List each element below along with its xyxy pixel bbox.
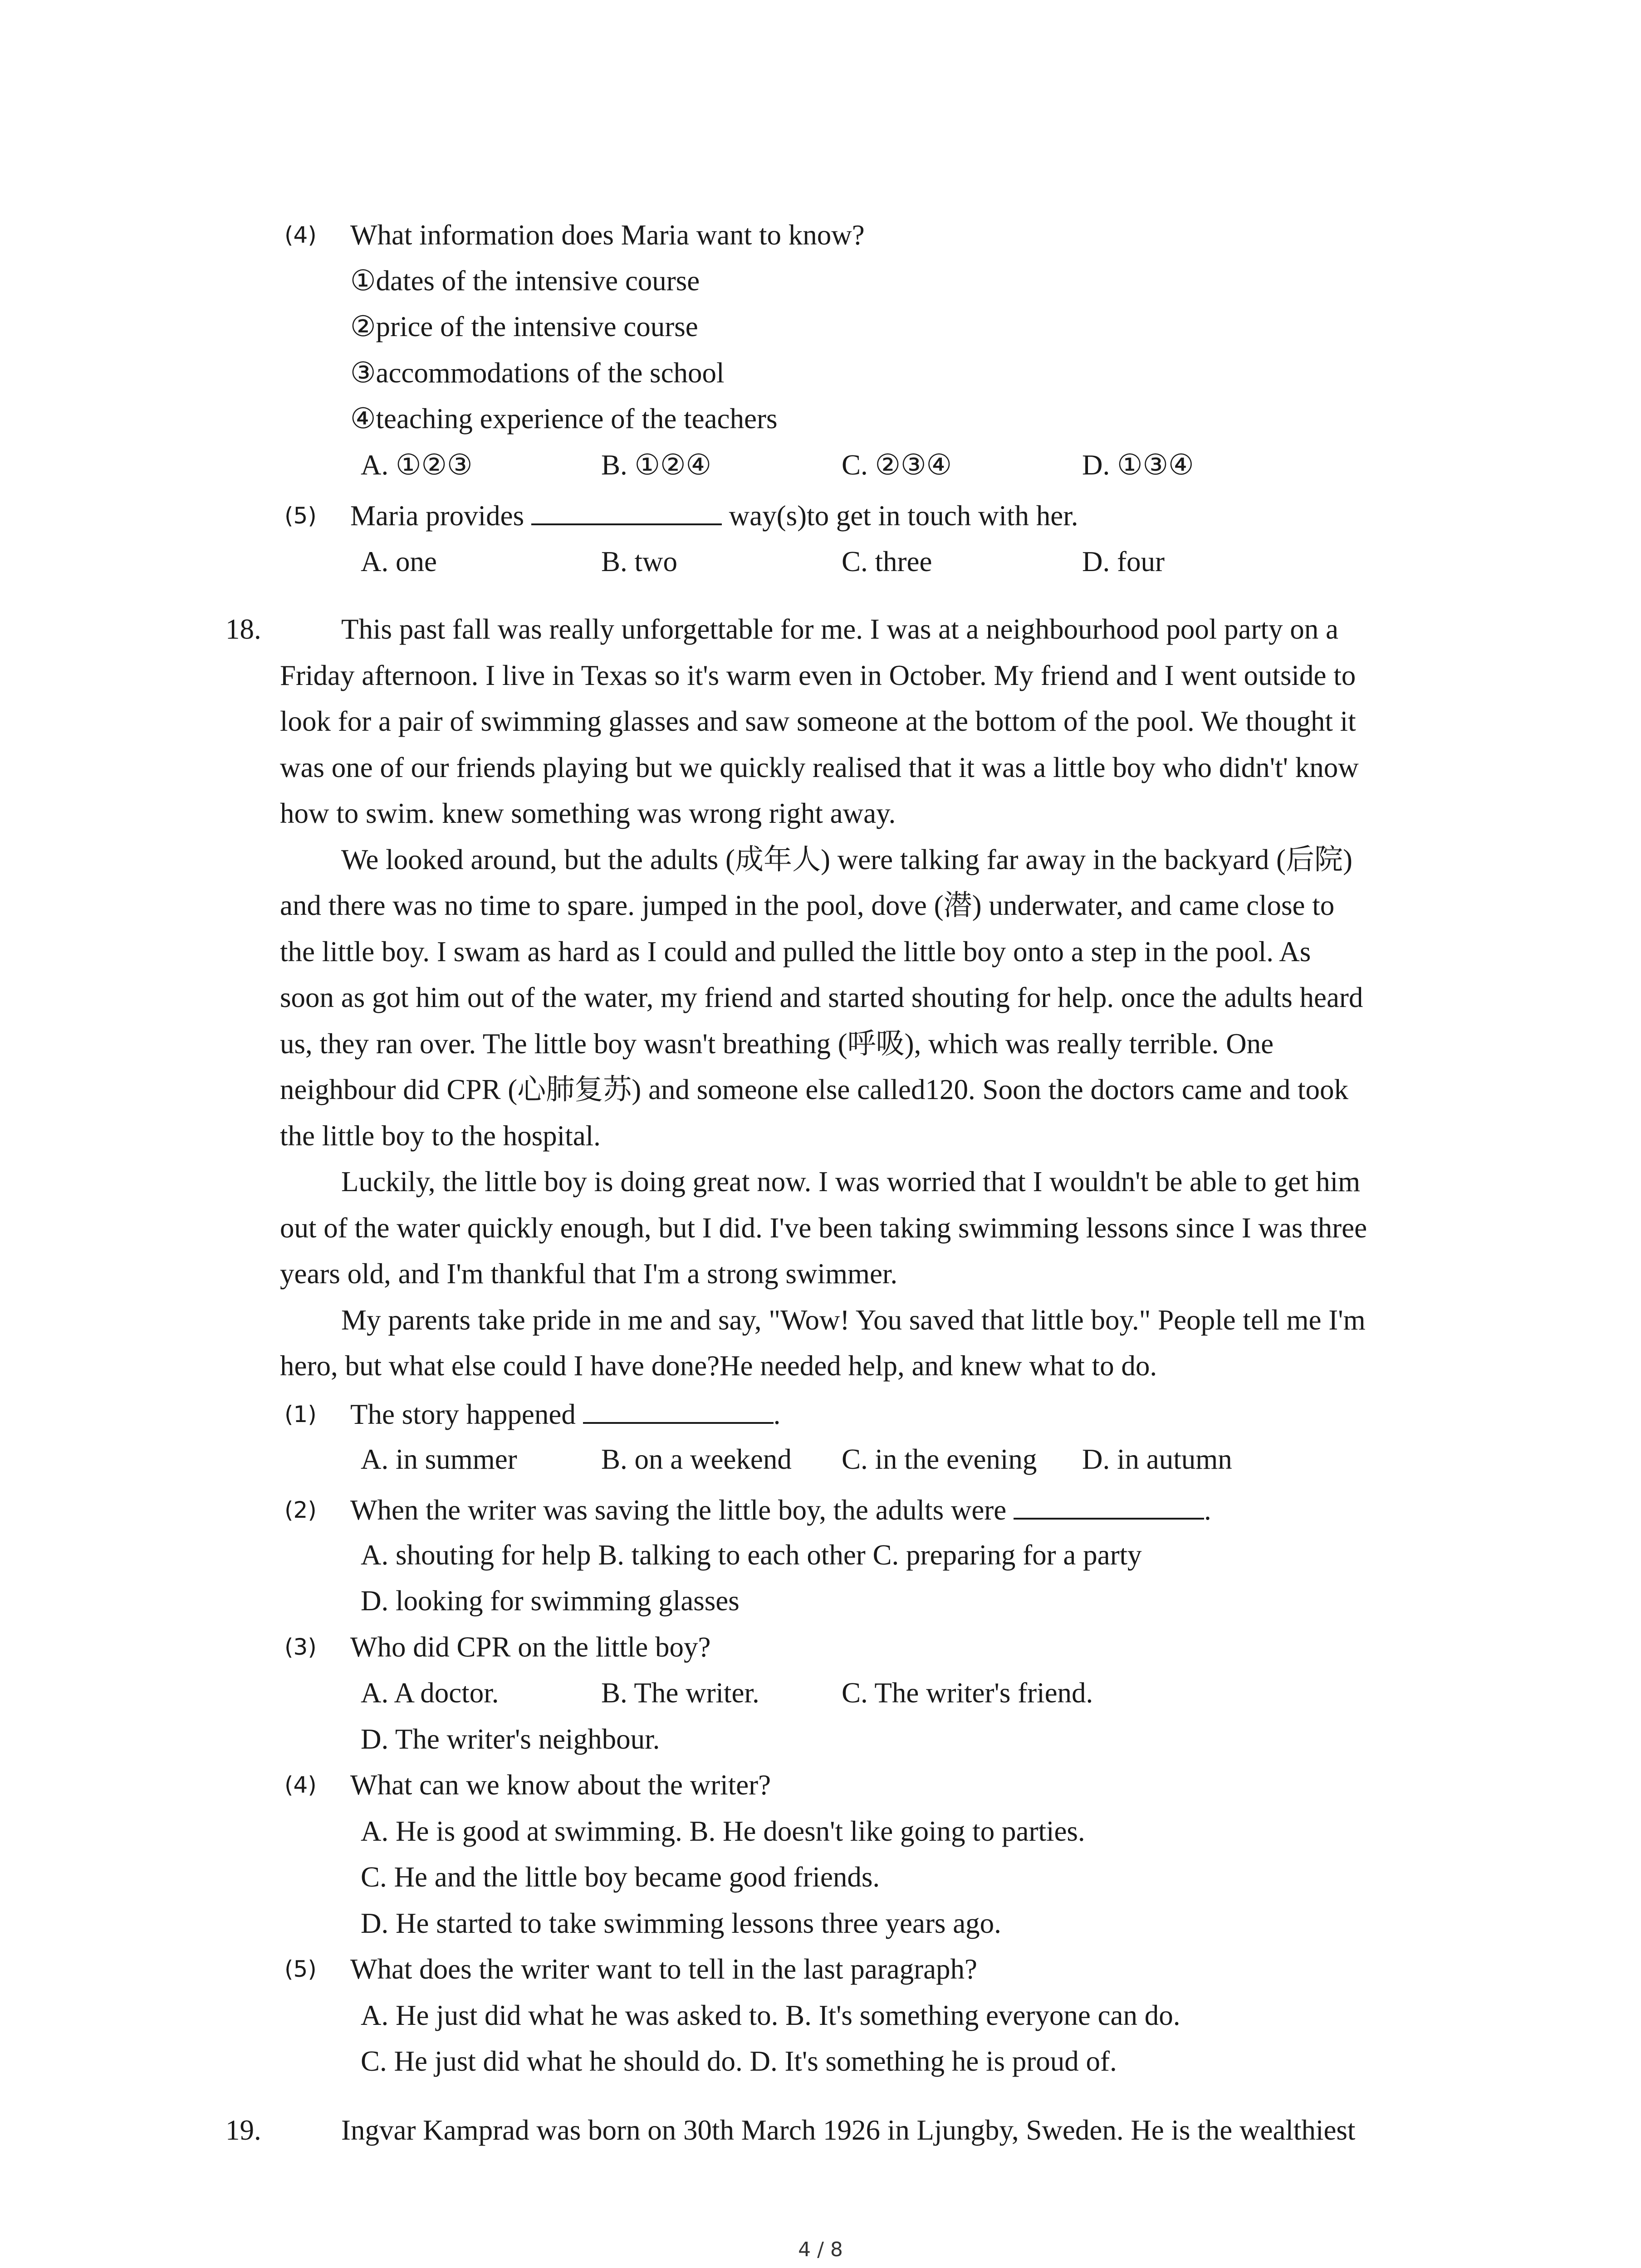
answer-blank: [1014, 1492, 1204, 1520]
stem-text: Maria provides: [350, 500, 524, 532]
option-line: D. looking for swimming glasses: [361, 1585, 740, 1617]
option-d: D. The writer's neighbour.: [361, 1723, 660, 1755]
passage-line: hero, but what else could I have done?He needed help, and knew what to do.: [280, 1350, 1157, 1382]
item-line: ④teaching experience of the teachers: [350, 403, 778, 435]
answer-blank: [583, 1397, 774, 1424]
stem-text: When the writer was saving the little boy, the adults were: [350, 1494, 1007, 1526]
passage-line: the little boy. I swam as hard as I could and pulled the little boy onto a step in the pool. As: [280, 936, 1311, 968]
page-number: 4 / 8: [798, 2238, 843, 2261]
option-a: A. A doctor.: [361, 1677, 499, 1709]
question-number: (5): [284, 1956, 317, 1982]
item-line: ①dates of the intensive course: [350, 265, 700, 297]
question-stem: [350, 498, 1078, 534]
question-stem: Who did CPR on the little boy?: [350, 1631, 711, 1663]
option-b: B. ①②④: [601, 449, 711, 481]
option-line: A. He just did what he was asked to. B. It's something everyone can do.: [361, 1999, 1181, 2031]
stem-text: way(s)to get in touch with her.: [729, 500, 1078, 532]
passage-line: out of the water quickly enough, but I did. I've been taking swimming lessons since I was three: [280, 1212, 1367, 1244]
option-d: D. four: [1082, 546, 1165, 577]
option-b: B. The writer.: [601, 1677, 759, 1709]
question-stem: What can we know about the writer?: [350, 1769, 771, 1801]
option-c: C. in the evening: [842, 1443, 1037, 1475]
item-line: ③accommodations of the school: [350, 357, 725, 389]
question-19-number: 19.: [225, 2114, 261, 2146]
passage-line: and there was no time to spare. jumped in the pool, dove (潜) underwater, and came close to: [280, 890, 1335, 921]
question-number: (4): [284, 1772, 317, 1798]
passage-line: This past fall was really unforgettable for me. I was at a neighbourhood pool party on a: [341, 613, 1338, 645]
option-c: C. three: [842, 546, 932, 577]
option-d: D. in autumn: [1082, 1443, 1232, 1475]
question-number: (5): [284, 503, 317, 529]
option-a: A. in summer: [361, 1443, 517, 1475]
question-number: (3): [284, 1634, 317, 1660]
passage-line: how to swim. knew something was wrong right away.: [280, 797, 896, 829]
option-line: A. shouting for help B. talking to each other C. preparing for a party: [361, 1539, 1142, 1571]
stem-text: .: [1204, 1494, 1211, 1526]
option-c: C. ②③④: [842, 449, 952, 481]
question-stem: What does the writer want to tell in the last paragraph?: [350, 1953, 978, 1985]
option-b: B. two: [601, 546, 678, 577]
passage-line: neighbour did CPR (心肺复苏) and someone else called120. Soon the doctors came and took: [280, 1074, 1349, 1105]
option-b: B. on a weekend: [601, 1443, 792, 1475]
passage-line: was one of our friends playing but we quickly realised that it was a little boy who didn't' know: [280, 752, 1359, 783]
option-line: C. He just did what he should do. D. It's something he is proud of.: [361, 2045, 1117, 2077]
passage-line: My parents take pride in me and say, "Wow! You saved that little boy." People tell me I'm: [341, 1304, 1366, 1336]
stem-text: .: [773, 1398, 781, 1430]
item-line: ②price of the intensive course: [350, 311, 698, 342]
stem-text: The story happened: [350, 1398, 576, 1430]
passage-line: Luckily, the little boy is doing great now. I was worried that I wouldn't be able to get him: [341, 1166, 1361, 1198]
question-number: (1): [284, 1401, 317, 1427]
option-c: C. The writer's friend.: [842, 1677, 1093, 1709]
passage-line: us, they ran over. The little boy wasn't breathing (呼吸), which was really terrible. One: [280, 1028, 1274, 1060]
question-number: (4): [284, 222, 317, 248]
option-line: A. He is good at swimming. B. He doesn't like going to parties.: [361, 1815, 1085, 1847]
passage-line: the little boy to the hospital.: [280, 1120, 601, 1152]
question-number: (2): [284, 1497, 317, 1523]
passage-line: Friday afternoon. I live in Texas so it's warm even in October. My friend and I went outside to: [280, 660, 1356, 691]
question-stem: [350, 1396, 780, 1432]
passage-line: We looked around, but the adults (成年人) were talking far away in the backyard (后院): [341, 844, 1352, 875]
passage-line: Ingvar Kamprad was born on 30th March 1926 in Ljungby, Sweden. He is the wealthiest: [341, 2114, 1356, 2146]
option-line: D. He started to take swimming lessons three years ago.: [361, 1907, 1001, 1939]
option-d: D. ①③④: [1082, 449, 1194, 481]
option-a: A. one: [361, 546, 437, 577]
question-stem: What information does Maria want to know?: [350, 219, 865, 251]
answer-blank: [531, 498, 722, 525]
option-line: C. He and the little boy became good friends.: [361, 1861, 880, 1893]
question-18-number: 18.: [225, 613, 261, 645]
option-a: A. ①②③: [361, 449, 473, 481]
passage-line: years old, and I'm thankful that I'm a strong swimmer.: [280, 1258, 898, 1290]
question-stem: [350, 1492, 1211, 1528]
passage-line: soon as got him out of the water, my friend and started shouting for help. once the adults heard: [280, 982, 1363, 1013]
passage-line: look for a pair of swimming glasses and saw someone at the bottom of the pool. We thought it: [280, 705, 1356, 737]
